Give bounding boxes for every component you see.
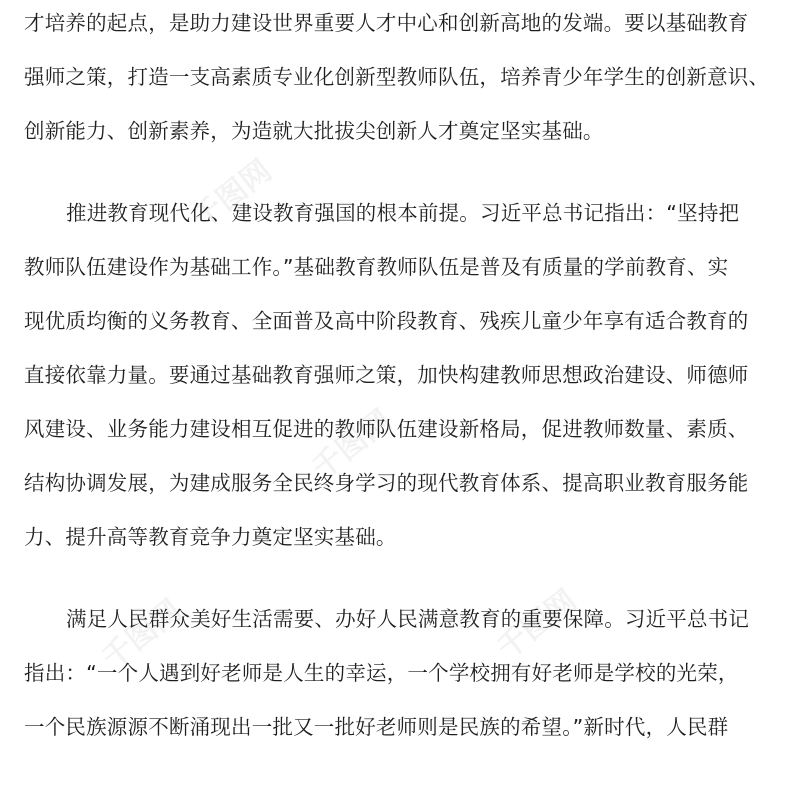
text-line: 创新能力、创新素养，为造就大批拔尖创新人才奠定坚实基础。 [24, 119, 604, 143]
text-line: 才培养的起点，是助力建设世界重要人才中心和创新高地的发端。要以基础教育 [24, 11, 749, 35]
paragraph-first-line: 推进教育现代化、建设教育强国的根本前提。习近平总书记指出：“坚持把 [66, 201, 740, 225]
text-line: 一个民族源源不断涌现出一批又一批好老师则是民族的希望。”新时代，人民群 [24, 715, 729, 739]
watermark-3: 千图网 [95, 593, 189, 677]
watermark-4: 千图网 [490, 583, 584, 667]
paragraph-first-line: 满足人民群众美好生活需要、办好人民满意教育的重要保障。习近平总书记 [66, 607, 750, 631]
text-line: 风建设、业务能力建设相互促进的教师队伍建设新格局，促进教师数量、素质、 [24, 417, 749, 441]
text-line: 结构协调发展，为建成服务全民终身学习的现代教育体系、提高职业教育服务能 [24, 471, 749, 495]
text-line: 力、提升高等教育竞争力奠定坚实基础。 [24, 525, 397, 549]
text-line: 直接依靠力量。要通过基础教育强师之策，加快构建教师思想政治建设、师德师 [24, 363, 749, 387]
text-line: 现优质均衡的义务教育、全面普及高中阶段教育、残疾儿童少年享有适合教育的 [24, 309, 749, 333]
text-line: 教师队伍建设作为基础工作。”基础教育教师队伍是普及有质量的学前教育、实 [24, 255, 729, 279]
text-line: 强师之策，打造一支高素质专业化创新型教师队伍，培养青少年学生的创新意识、 [24, 65, 770, 89]
watermark-1: 千图网 [185, 153, 279, 237]
text-line: 指出：“一个人遇到好老师是人生的幸运，一个学校拥有好老师是学校的光荣， [24, 661, 739, 685]
watermark-2: 千图网 [305, 403, 399, 487]
